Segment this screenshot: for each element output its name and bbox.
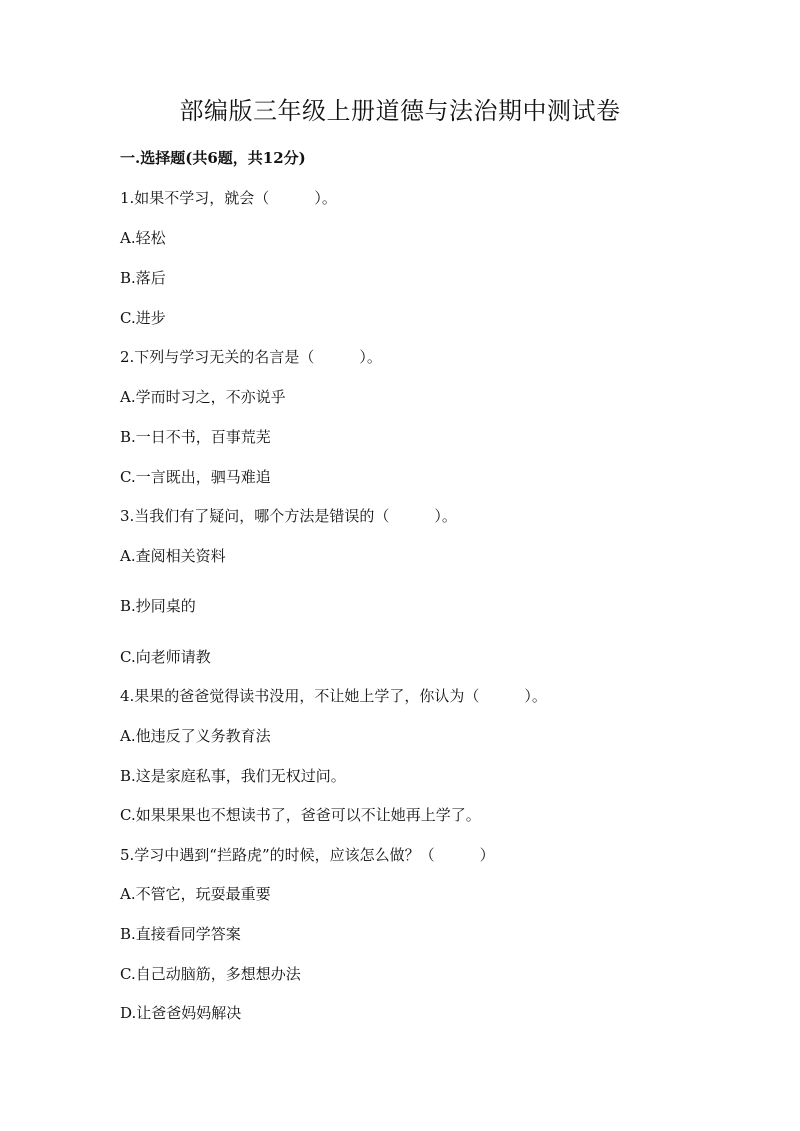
question-3-option-b: B.抄同桌的 bbox=[120, 597, 196, 615]
question-2-option-a: A.学而时习之，不亦说乎 bbox=[120, 388, 286, 406]
question-5-stem: 5.学习中遇到“拦路虎”的时候，应该怎么做？（ ） bbox=[120, 846, 495, 864]
question-5-option-a: A.不管它，玩耍最重要 bbox=[120, 885, 271, 903]
question-4-option-a: A.他违反了义务教育法 bbox=[120, 727, 271, 745]
question-2-stem: 2.下列与学习无关的名言是（ ）。 bbox=[120, 348, 382, 366]
question-4-option-c: C.如果果果也不想读书了，爸爸可以不让她再上学了。 bbox=[120, 806, 481, 824]
question-2-option-b: B.一日不书，百事荒芜 bbox=[120, 428, 271, 446]
question-5-option-b: B.直接看同学答案 bbox=[120, 925, 241, 943]
question-4-option-b: B.这是家庭私事，我们无权过问。 bbox=[120, 767, 346, 785]
question-2-option-c: C.一言既出，驷马难追 bbox=[120, 468, 271, 486]
question-1-option-b: B.落后 bbox=[120, 269, 166, 287]
question-1-option-c: C.进步 bbox=[120, 309, 166, 327]
question-4-stem: 4.果果的爸爸觉得读书没用，不让她上学了，你认为（ ）。 bbox=[120, 687, 547, 705]
question-3-option-c: C.向老师请教 bbox=[120, 648, 211, 666]
section-heading: 一.选择题(共6题，共12分) bbox=[120, 149, 306, 167]
question-3-stem: 3.当我们有了疑问，哪个方法是错误的（ ）。 bbox=[120, 507, 457, 525]
page-title: 部编版三年级上册道德与法治期中测试卷 bbox=[179, 97, 621, 125]
question-5-option-d: D.让爸爸妈妈解决 bbox=[120, 1004, 242, 1022]
question-3-option-a: A.查阅相关资料 bbox=[120, 547, 226, 565]
question-1-option-a: A.轻松 bbox=[120, 229, 166, 247]
question-1-stem: 1.如果不学习，就会（ ）。 bbox=[120, 189, 337, 207]
question-5-option-c: C.自己动脑筋，多想想办法 bbox=[120, 965, 301, 983]
